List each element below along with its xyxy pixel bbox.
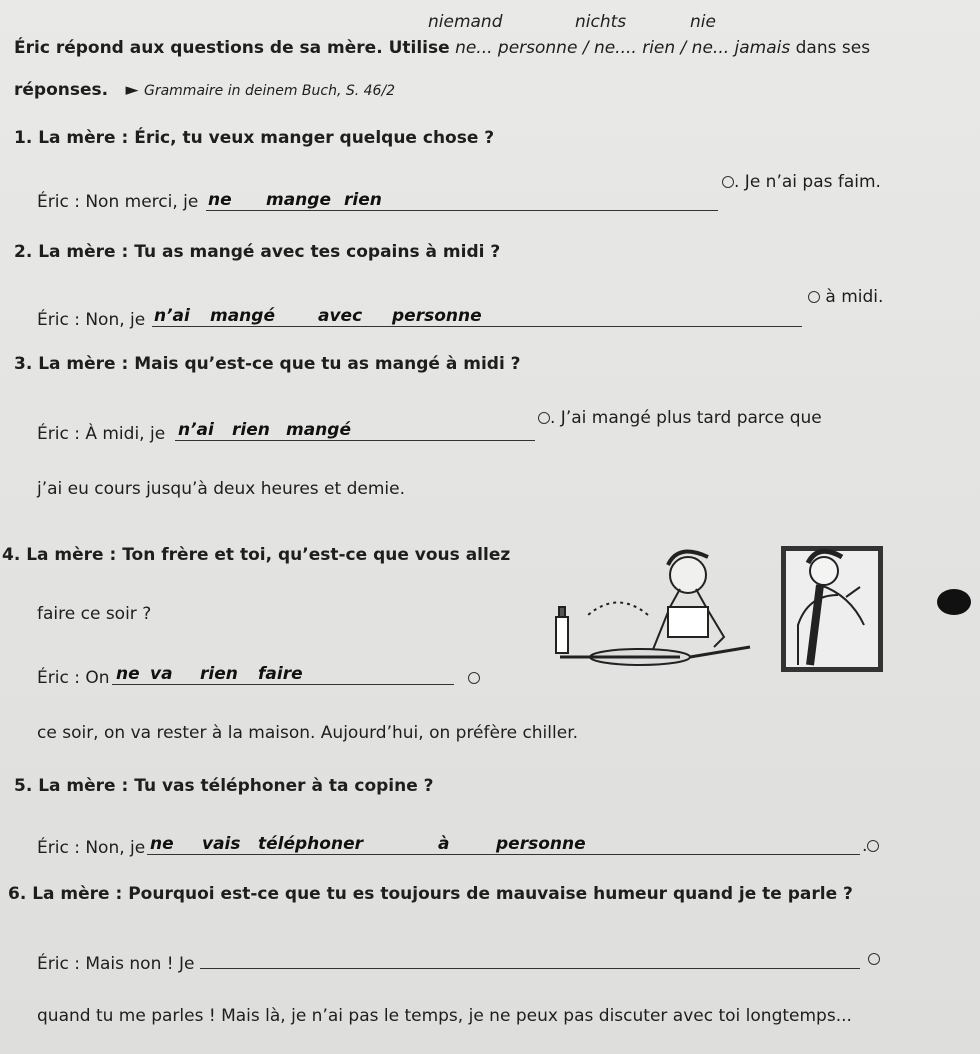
- answer-3-prefix: Éric : À midi, je: [37, 424, 166, 444]
- answer-2-line: [152, 326, 802, 327]
- answer-3-suffix-text: . J’ai mangé plus tard parce que: [550, 408, 822, 428]
- answer-1-hand-ne: ne: [208, 190, 232, 210]
- instruction-line1: [14, 38, 870, 58]
- answer-4-hand-rien: rien: [200, 664, 238, 684]
- question-6: 6. La mère : Pourquoi est-ce que tu es toujours de mauvaise humeur quand je te parle ?: [8, 884, 853, 904]
- question-5: 5. La mère : Tu vas téléphoner à ta copine ?: [14, 776, 434, 796]
- answer-4-prefix: Éric : On: [37, 668, 110, 688]
- answer-5-suffix-text: .: [862, 836, 868, 856]
- instruction-text: Éric répond aux questions de sa mère. Utilise: [14, 38, 450, 58]
- circle-icon: [868, 953, 880, 965]
- answer-3-line: [175, 440, 535, 441]
- circle-icon: [538, 412, 550, 424]
- instruction-italic: ne... personne / ne.... rien / ne... jamais: [455, 38, 791, 58]
- circle-icon: [867, 840, 879, 852]
- answer-5-line: [147, 854, 860, 855]
- question-3: 3. La mère : Mais qu’est-ce que tu as mangé à midi ?: [14, 354, 521, 374]
- answer-1-line: [206, 210, 718, 211]
- answer-3-hand-mange: mangé: [286, 420, 351, 440]
- answer-4-hand-va: va: [150, 664, 173, 684]
- answer-3-hand-rien: rien: [232, 420, 270, 440]
- answer-4-hand-ne: ne: [116, 664, 140, 684]
- note-niemand: niemand: [428, 12, 503, 32]
- circle-icon: [808, 291, 820, 303]
- answer-5-hand-a: à: [438, 834, 450, 854]
- answer-5-hand-ne: ne: [150, 834, 174, 854]
- arrow-icon: ►: [125, 80, 139, 100]
- answer-2-suffix: [808, 287, 883, 307]
- answer-1-prefix: Éric : Non merci, je: [37, 192, 199, 212]
- question-2: 2. La mère : Tu as mangé avec tes copains à midi ?: [14, 242, 501, 262]
- answer-3-suffix: [538, 408, 822, 428]
- instruction-tail: dans ses: [795, 38, 871, 58]
- cooking-illustration: [520, 545, 890, 675]
- answer-2-hand-avec: avec: [318, 306, 363, 326]
- answer-6-prefix: Éric : Mais non ! Je: [37, 954, 195, 974]
- ink-dot: [937, 589, 971, 615]
- answer-2-hand-personne: personne: [392, 306, 482, 326]
- answer-6-line: [200, 968, 860, 969]
- answer-4-continuation: ce soir, on va rester à la maison. Aujourd’hui, on préfère chiller.: [37, 723, 579, 743]
- answer-6-continuation: quand tu me parles ! Mais là, je n’ai pas le temps, je ne peux pas discuter avec toi longtemps...: [37, 1006, 852, 1026]
- circle-icon: [722, 176, 734, 188]
- note-nichts: nichts: [575, 12, 627, 32]
- circle-icon: [468, 672, 480, 684]
- answer-5-hand-vais: vais: [202, 834, 241, 854]
- question-1: 1. La mère : Éric, tu veux manger quelque chose ?: [14, 128, 495, 148]
- grammar-reference: Grammaire in deinem Buch, S. 46/2: [143, 83, 396, 99]
- answer-5-suffix: [862, 836, 879, 856]
- answer-5-hand-telephoner: téléphoner: [258, 834, 363, 854]
- answer-2-hand-mange: mangé: [210, 306, 275, 326]
- answer-1-hand-rien: rien: [344, 190, 382, 210]
- answer-1-hand-mange: mange: [266, 190, 331, 210]
- answer-1-suffix-text: . Je n’ai pas faim.: [734, 172, 881, 192]
- answer-2-hand-nai: n’ai: [154, 306, 190, 326]
- answer-2-prefix: Éric : Non, je: [37, 310, 146, 330]
- instruction-reponses: réponses.: [14, 80, 109, 100]
- answer-5-prefix: Éric : Non, je: [37, 838, 146, 858]
- question-4-line2: faire ce soir ?: [37, 604, 152, 624]
- question-4-line1: 4. La mère : Ton frère et toi, qu’est-ce que vous allez: [2, 545, 511, 565]
- answer-3-continuation: j’ai eu cours jusqu’à deux heures et demie.: [37, 479, 405, 499]
- instruction-line2: [14, 80, 395, 100]
- answer-3-hand-nai: n’ai: [178, 420, 214, 440]
- answer-2-suffix-text: à midi.: [825, 287, 884, 307]
- answer-1-suffix: [722, 172, 881, 192]
- answer-4-hand-faire: faire: [258, 664, 303, 684]
- answer-4-line: [112, 684, 454, 685]
- answer-5-hand-personne: personne: [496, 834, 586, 854]
- note-nie: nie: [690, 12, 716, 32]
